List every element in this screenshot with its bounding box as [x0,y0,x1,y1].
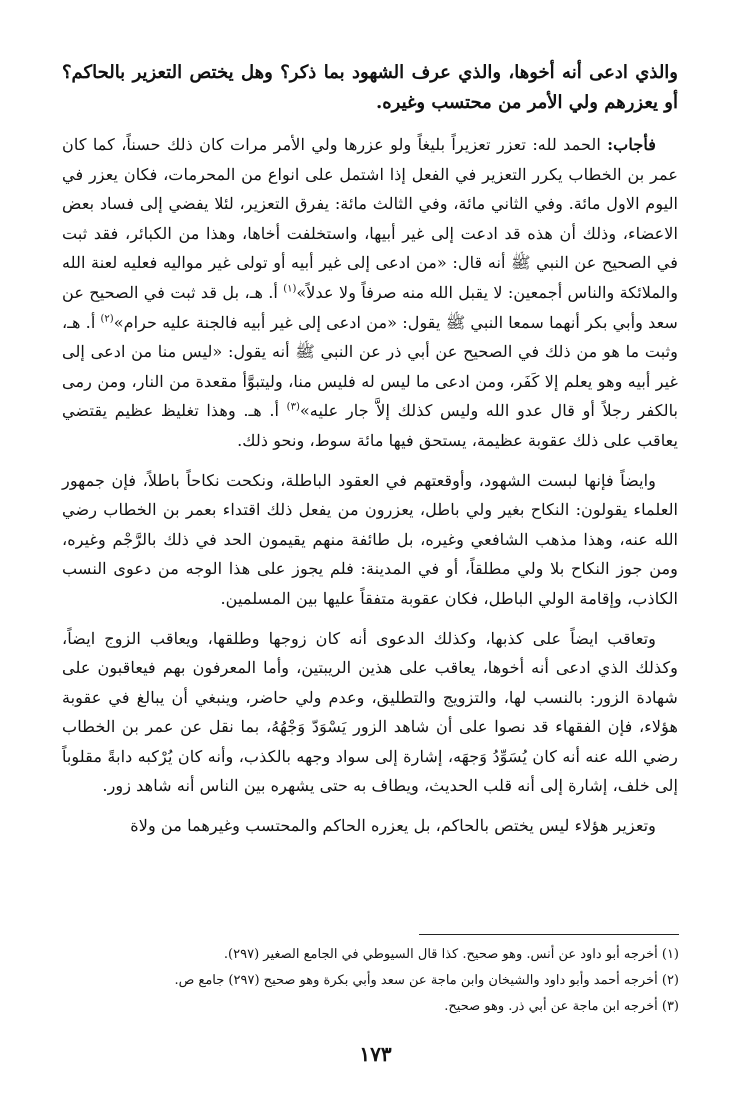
answer-paragraph-2: وايضاً فإنها لبست الشهود، وأوقعتهم في العقود الباطلة، ونكحت نكاحاً باطلاً، فإن جمهور العلماء يقولون: النكاح بغير ولي باطل، يعزرون من يفعل ذلك اقتداء بعمر بن الخطاب رضي الله عنه، وهذا مذهب الشافعي وغيره، بل طائفة منهم يقيمون الحد في ذلك بالرَّجْم وغيره، ومن جوز النكاح بلا ولي مطلقاً، أو في المدينة: فلم يجوز على هذا الوجه من دعوى النسب الكاذب، وإقامة الولي الباطل، فكان عقوبة متفقاً عليها بين المسلمين. [62,470,678,608]
question-heading: والذي ادعى أنه أخوها، والذي عرف الشهود بما ذكر؟ وهل يختص التعزير بالحاكم؟ أو يعزرهم ولي الأمر من محتسب وغيره. [62,62,678,113]
footnote-ref-3[interactable]: (٣) [286,401,300,413]
answer-text-a: الحمد لله: تعزر تعزيراً بليغاً ولو عزرها ولي الأمر مرات كان ذلك حسناً، كما كان عمر بن الخطاب يكرر التعزير في الفعل إذا اشتمل على انواع من المحرمات، فكان يعزر في اليوم الاول مائة. وفي الثاني مائة، وفي الثالث مائة: يفرق التعزير، لئلا يفضي إلى فساد بعض الاعضاء، وذلك أن هذه قد ادعت إلى غير أبيها، واستخلفت أخاها، وهذا من الكبائر، فقد ثبت في الصحيح عن النبي ﷺ أنه قال: «من ادعى إلى غير أبيه أو تولى غير مواليه فعليه لعنة الله والملائكة والناس أجمعين: لا يقبل الله منه صرفاً ولا عدلاً» [62,135,679,302]
answer-text-c: أ. هـ، وثبت ما هو من ذلك في الصحيح عن أبي ذر عن النبي ﷺ أنه يقول: «ليس منا من ادعى إلى غير أبيه وهو يعلم إلا كَفَر، ومن ادعى ما ليس له فليس منا، وليتبوَّأ مقعدة من النار، ومن رمى بالكفر رجلاً أو قال عدو الله وليس كذلك إلاَّ جار عليه» [62,312,679,421]
answer-text-b: أ. هـ، بل قد ثبت في الصحيح عن سعد وأبي بكر أنهما سمعا النبي ﷺ يقول: «من ادعى إلى غير أبيه فالجنة عليه حرام» [62,282,678,332]
answer-paragraph-4: وتعزير هؤلاء ليس يختص بالحاكم، بل يعزره الحاكم والمحتسب وغيرهما من ولاة [130,816,656,836]
footnote-ref-2[interactable]: (٢) [100,313,114,325]
footnote-divider [419,934,679,935]
footnote-1: (١) أخرجه أبو داود عن أنس. وهو صحيح. كذا قال السيوطي في الجامع الصغير (٢٩٧). [223,947,679,962]
page-body [62,58,678,851]
footnotes [69,942,679,1020]
footnote-2: (٢) أخرجه أحمد وأبو داود والشيخان وابن ماجة عن سعد وأبي بكرة وهو صحيح (٢٩٧) جامع ص. [174,973,679,988]
answer-text-d: أ. هـ. وهذا تغليظ عظيم يقتضي يعاقب على ذلك عقوبة عظيمة، يستحق فيها مائة سوط، ونحو ذلك. [62,401,678,450]
answer-paragraph-3: وتعاقب ايضاً على كذبها، وكذلك الدعوى أنه كان زوجها وطلقها، ويعاقب الزوج ايضاً، وكذلك الذي ادعى أنه أخوها، يعاقب على هذين الريبتين، وأما المعرفون بهم فيعاقبون على شهادة الزور: بالنسب لها، والتزويج والتطليق، وعدم ولي حاضر، وينبغي أن يبالغ في عقوبة هؤلاء، فإن الفقهاء قد نصوا على أن شاهد الزور يَسْوَدّ وَجْهُهُ، بما نقل عن عمر بن الخطاب رضي الله عنه أنه كان يُسَوِّدُ وَجهَه، إشارة إلى سواد وجهه بالكذب، وأنه كان يُرْكبه دابةً مقلوباً إلى خلف، إشارة إلى أنه قلب الحديث، ويطاف به حتى يشهره بين الناس أنه شاهد زور. [62,628,678,796]
footnote-3: (٣) أخرجه ابن ماجة عن أبي ذر. وهو صحيح. [444,999,679,1014]
answer-paragraph-1 [62,130,678,456]
page-number: ١٧٣ [359,1042,392,1066]
answer-lead: فأجاب: [607,135,656,154]
footnote-ref-1[interactable]: (١) [283,283,297,295]
